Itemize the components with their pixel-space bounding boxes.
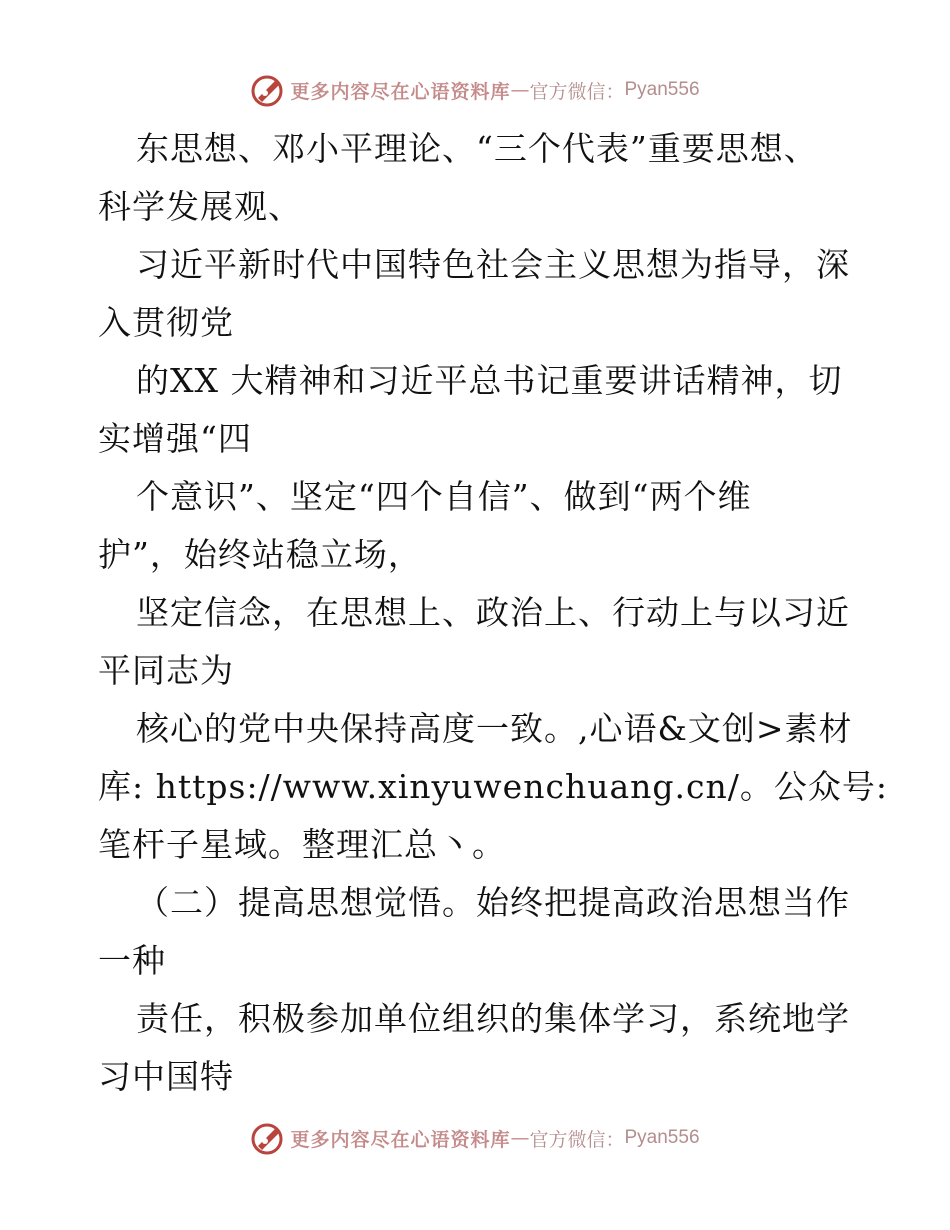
pen-logo-icon [250, 72, 286, 108]
footer-dash: — [510, 1127, 530, 1149]
header-banner [0, 70, 950, 110]
text-line: 护”，始终站稳立场， [98, 535, 422, 574]
document-body [98, 120, 888, 1106]
text-line: 一种 [98, 941, 166, 980]
header-wechat-id: Pyan556 [624, 79, 700, 100]
text-line: 坚定信念，在思想上、政治上、行动上与以习近 [136, 593, 850, 632]
text-line: 科学发展观、 [98, 187, 302, 226]
text-line: 平同志为 [98, 651, 234, 690]
text-line: 东思想、邓小平理论、“三个代表”重要思想、 [136, 129, 818, 168]
text-line: 习近平新时代中国特色社会主义思想为指导，深 [136, 245, 850, 284]
text-line: 习中国特 [98, 1057, 234, 1096]
text-line: 实增强“四 [98, 419, 252, 458]
text-line: 核心的党中央保持高度一致。,心语&文创>素材 [136, 709, 853, 748]
text-line: 库: https://www.xinyuwenchuang.cn/。公众号: [98, 767, 888, 806]
footer-wechat-id: Pyan556 [624, 1127, 700, 1148]
header-dash: — [510, 79, 530, 101]
text-line: （二）提高思想觉悟。始终把提高政治思想当作 [136, 883, 850, 922]
footer-brand-text: 更多内容尽在心语资料库 [290, 1128, 511, 1151]
text-line: 入贯彻党 [98, 303, 234, 342]
text-line: 的XX 大精神和习近平总书记重要讲话精神，切 [136, 361, 843, 400]
text-line: 责任，积极参加单位组织的集体学习，系统地学 [136, 999, 850, 1038]
pen-logo-icon [250, 1120, 286, 1156]
header-wechat-label: 官方微信： [529, 80, 625, 103]
footer-banner [0, 1118, 950, 1158]
text-line: 个意识”、坚定“四个自信”、做到“两个维 [136, 477, 752, 516]
header-brand-text: 更多内容尽在心语资料库 [290, 80, 511, 103]
footer-wechat-label: 官方微信： [529, 1128, 625, 1151]
text-line: 笔杆子星域。整理汇总丶。 [98, 825, 506, 864]
